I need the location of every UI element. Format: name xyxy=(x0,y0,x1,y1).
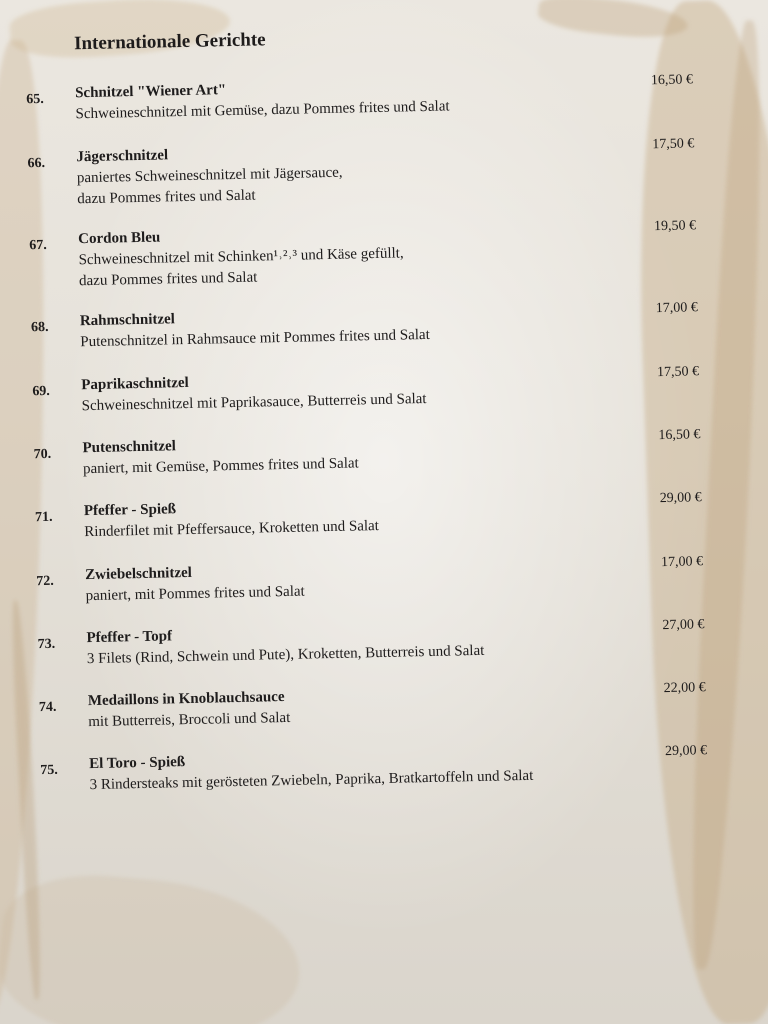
item-description xyxy=(88,708,290,733)
item-price: 29,00 € xyxy=(664,743,708,760)
menu-item xyxy=(15,742,768,794)
item-description xyxy=(85,582,305,608)
item-price: 29,00 € xyxy=(659,490,702,507)
menu-heading: Internationale Gerichte xyxy=(73,29,266,55)
description-line: Putenschnitzel in Rahmsauce mit Pommes frites und Salat xyxy=(80,326,430,351)
item-price: 19,50 € xyxy=(653,218,697,235)
item-price: 27,00 € xyxy=(662,617,705,634)
description-line: dazu Pommes frites und Salat xyxy=(78,269,258,290)
item-number: 68. xyxy=(30,319,49,336)
description-line: paniert, mit Pommes frites und Salat xyxy=(85,583,305,605)
description-line: Schweineschnitzel mit Gemüse, dazu Pommes frites und Salat xyxy=(75,98,450,123)
menu-item xyxy=(11,553,768,605)
item-description xyxy=(83,453,359,480)
item-name: Pfeffer - Spieß xyxy=(83,501,177,520)
item-description xyxy=(80,325,430,353)
item-number: 67. xyxy=(29,237,47,254)
item-price: 17,50 € xyxy=(652,136,695,153)
item-name: Paprikaschnitzel xyxy=(81,374,189,394)
item-price: 17,50 € xyxy=(656,364,700,381)
item-number: 65. xyxy=(26,91,44,108)
item-number: 66. xyxy=(27,155,46,172)
menu-item xyxy=(14,679,768,731)
item-price: 16,50 € xyxy=(658,427,701,444)
item-name: Medaillons in Knoblauchsauce xyxy=(87,689,285,710)
item-price: 22,00 € xyxy=(663,680,706,697)
item-number: 73. xyxy=(37,636,56,653)
item-number: 72. xyxy=(36,573,54,590)
item-name: Putenschnitzel xyxy=(82,438,177,457)
description-line: dazu Pommes frites und Salat xyxy=(77,187,256,208)
description-line: Schweineschnitzel mit Paprikasauce, Butterreis und Salat xyxy=(81,390,427,415)
item-name: Zwiebelschnitzel xyxy=(85,564,193,584)
item-price: 17,00 € xyxy=(655,300,698,317)
item-number: 74. xyxy=(38,699,57,716)
item-price: 16,50 € xyxy=(650,72,694,89)
description-line: Schweineschnitzel mit Schinken¹˒²˒³ und Käse gefüllt, xyxy=(78,245,404,269)
menu-item xyxy=(4,217,768,290)
menu-item xyxy=(8,426,768,478)
item-number: 69. xyxy=(32,383,51,400)
item-name: Jägerschnitzel xyxy=(76,147,169,166)
item-description xyxy=(84,516,379,543)
menu-item xyxy=(6,299,768,351)
menu-item xyxy=(1,71,768,123)
item-description xyxy=(77,163,344,211)
menu-item xyxy=(2,135,768,208)
description-line: mit Butterreis, Broccoli und Salat xyxy=(88,709,291,731)
item-number: 70. xyxy=(33,446,52,463)
description-line: 3 Filets (Rind, Schwein und Pute), Kroketten, Butterreis und Salat xyxy=(86,642,485,668)
description-line: 3 Rindersteaks mit gerösteten Zwiebeln, Paprika, Bratkartoffeln und Salat xyxy=(89,767,534,794)
menu-item xyxy=(10,489,768,541)
description-line: paniertes Schweineschnitzel mit Jägersauce, xyxy=(76,164,343,187)
item-description xyxy=(81,389,426,417)
menu-item xyxy=(12,616,768,668)
item-number: 75. xyxy=(40,762,58,779)
menu-item xyxy=(7,363,768,415)
description-line: Rinderfilet mit Pfeffersauce, Kroketten und Salat xyxy=(84,518,380,541)
item-price: 17,00 € xyxy=(660,554,704,571)
item-description xyxy=(78,243,404,292)
item-name: El Toro - Spieß xyxy=(89,754,186,773)
item-name: Cordon Bleu xyxy=(78,229,161,248)
item-number: 71. xyxy=(34,509,53,526)
item-name: Schnitzel "Wiener Art" xyxy=(74,82,227,102)
item-name: Rahmschnitzel xyxy=(79,311,176,330)
item-name: Pfeffer - Topf xyxy=(86,628,173,647)
description-line: paniert, mit Gemüse, Pommes frites und Salat xyxy=(82,455,359,478)
